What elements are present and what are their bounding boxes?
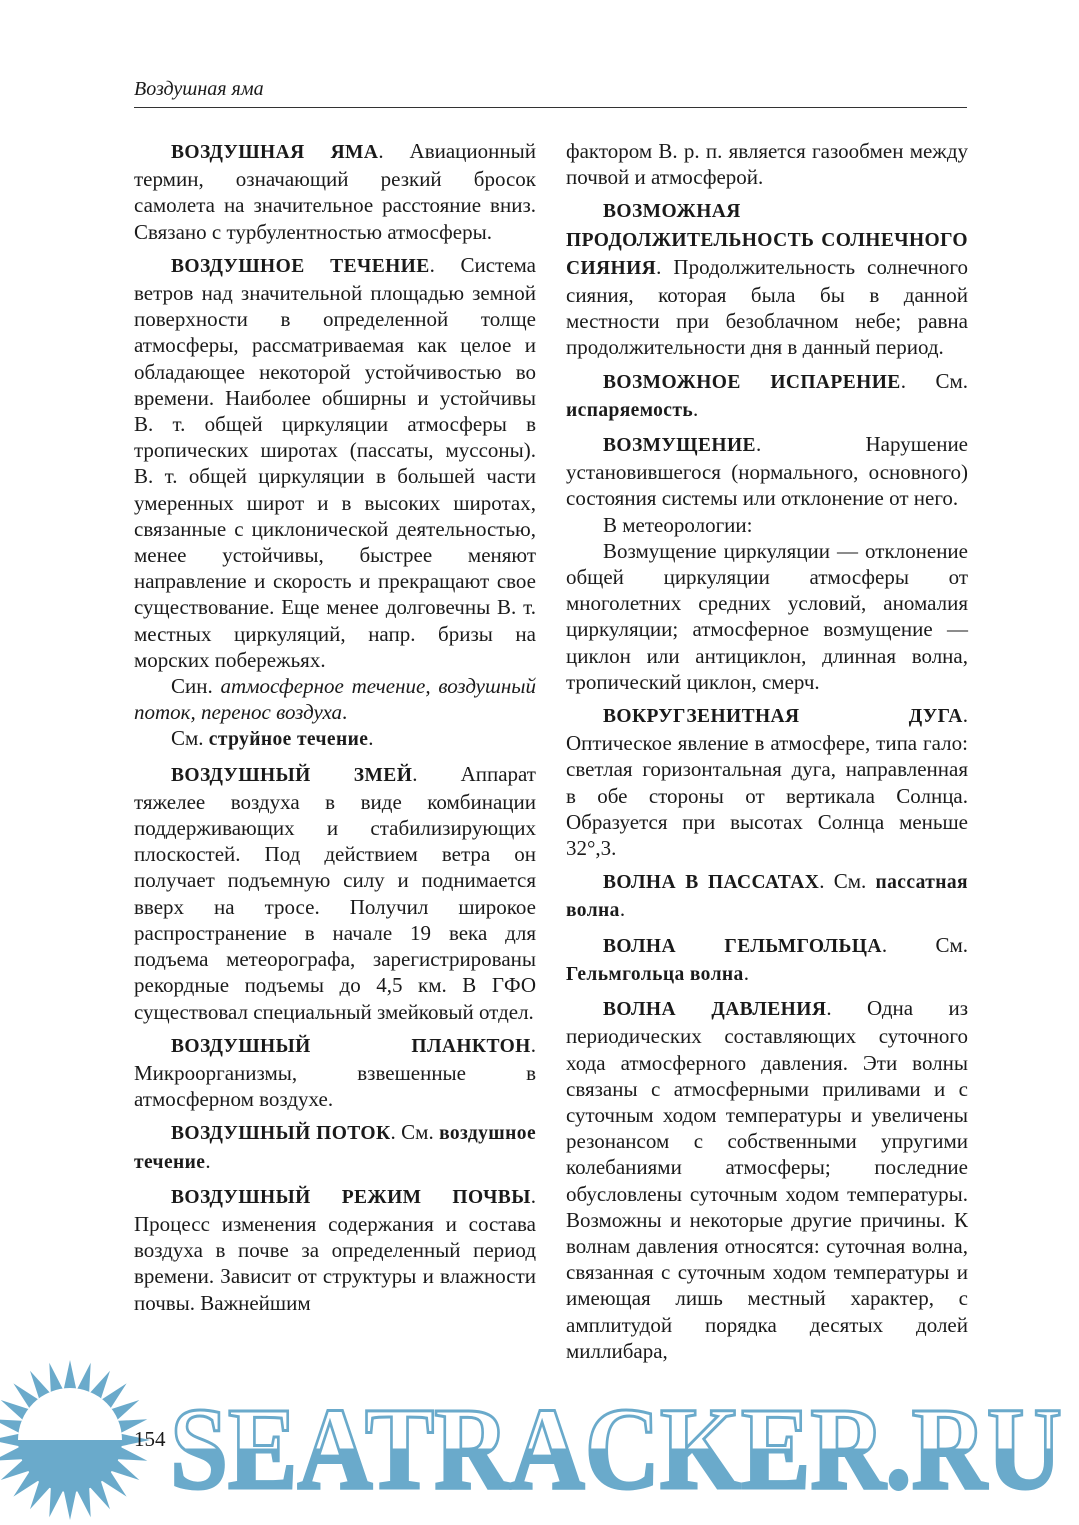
term-bold: ВОЗМОЖНАЯ ПРОДОЛЖИТЕЛЬНОСТЬ СОЛНЕЧНОГО СИЯНИЯ xyxy=(566,201,968,279)
term-bold: ВОЗДУШНЫЙ РЕЖИМ ПОЧВЫ xyxy=(171,1186,531,1208)
page-number: 154 xyxy=(134,1427,166,1451)
entry-paragraph xyxy=(566,512,968,538)
entry-paragraph xyxy=(134,1032,536,1113)
term-bold: ВОЗДУШНЫЙ ПОТОК xyxy=(171,1123,391,1145)
left-column xyxy=(134,131,536,1316)
entry-text: . xyxy=(342,700,348,725)
entry-paragraph xyxy=(134,252,536,673)
entry-text: . Система ветров над значительной площадью земной поверхности в определенной толще атмосферы, рассматриваемая как целое и обладающее некоторой устойчивостью во времени. Наиболее обширны и устойчивы В. т. общей циркуляции атмосферы в тропических широтах (пассаты, муссоны). В. т. общей циркуляции в большей части умеренных широт и в высоких широтах, связанные с циклонической деятельностью, менее устойчивы, быстрее меняют направление и скорость и прекращают свое существование. Еще менее долговечны В. т. местных циркуляций, напр. бризы на морских побережьях. xyxy=(134,252,536,672)
term-bold: ВОЛНА ДАВЛЕНИЯ xyxy=(603,999,827,1021)
entry-text: . Оптическое явление в атмосфере, типа гало: светлая горизонтальная дуга, направленная в обе стороны от вертикала Солнца. Образуется при высотах Солнца меньше 32°,3. xyxy=(566,703,968,861)
entry-paragraph xyxy=(566,431,968,512)
term-bold: Гельмгольца волна xyxy=(566,963,744,985)
entry-text: . Аппарат тяжелее воздуха в виде комбинации поддерживающих и стабилизирующих плоскостей. Под действием ветра он получает подъемную силу и поднимается вверх на тросе. Получил широкое распространение в начале 19 века для подъема метеорографа, зарегистрированы рекордные подъемы до 4,5 км. В ГФО существовал специальный змейковый отдел. xyxy=(134,761,536,1024)
term-bold: пассатная волна xyxy=(566,872,968,922)
entry-text: . Продолжительность солнечного сияния, которая была бы в данной местности при безоблачном небе; равна продолжительности дня в данный период. xyxy=(566,254,968,360)
sun-icon xyxy=(0,1360,150,1520)
entry-text: . Микроорганизмы, взвешенные в атмосферном воздухе. xyxy=(134,1032,536,1112)
entry-text: Возмущение циркуляции — отклонение общей циркуляции атмосферы от многолетних средних условий, аномалия циркуляции; атмосферное возмущение — циклон или антициклон, длинная волна, тропический циклон, смерч. xyxy=(566,538,968,694)
entry-text: См. xyxy=(171,726,209,751)
entry-paragraph xyxy=(566,138,968,190)
running-title: Воздушная яма xyxy=(134,78,264,100)
header-rule xyxy=(134,107,967,108)
entry-text: . См. xyxy=(390,1120,440,1145)
entry-text: . xyxy=(693,396,699,421)
term-bold: струйное течение xyxy=(208,729,369,751)
entry-paragraph xyxy=(134,673,536,725)
entry-text: Син. xyxy=(171,674,221,699)
entry-paragraph xyxy=(134,1183,536,1316)
entry-text: . xyxy=(368,726,374,751)
entry-paragraph xyxy=(134,1119,536,1175)
entry-paragraph xyxy=(566,368,968,424)
entry-paragraph xyxy=(566,932,968,988)
entry-text: . xyxy=(619,897,626,922)
entry-paragraph xyxy=(566,702,968,861)
text-italic: атмосферное течение, воздушный поток, перенос воздуха xyxy=(134,674,536,725)
term-bold: ВОЗДУШНЫЙ ПЛАНКТОН xyxy=(171,1035,531,1057)
entry-text: . См. xyxy=(819,869,876,894)
entry-paragraph xyxy=(566,538,968,695)
term-bold: воздушное течение xyxy=(134,1123,537,1173)
term-bold: ВОКРУГЗЕНИТНАЯ ДУГА xyxy=(603,706,963,728)
entry-text: . См. xyxy=(900,368,968,393)
entry-paragraph xyxy=(566,197,968,360)
entry-text: фактором В. р. п. является газообмен между почвой и атмосферой. xyxy=(566,139,968,190)
term-bold: ВОЗДУШНЫЙ ЗМЕЙ xyxy=(171,764,413,786)
term-bold: ВОЗДУШНАЯ ЯМА xyxy=(171,142,379,163)
entry-paragraph xyxy=(566,995,968,1364)
term-bold: ВОЛНА ГЕЛЬМГОЛЬЦА xyxy=(603,935,882,957)
term-bold: испаряемость xyxy=(566,399,694,421)
entry-paragraph xyxy=(134,761,536,1025)
entry-paragraph xyxy=(134,725,536,753)
entry-text: . Одна из периодических составляющих суточного хода атмосферного давления. Эти волны связаны с атмосферными приливами и с суточным ходом температуры и увеличены резонансом с собственными упругими колебаниями атмосферы; последние обусловлены суточным ходом температуры. Возможны и некоторые другие причины. К волнам давления относятся: суточная волна, связанная с суточным ходом температуры и имеющая лишь местный характер, с амплитудой порядка десятых долей миллибара, xyxy=(566,996,968,1363)
term-bold: ВОЗМУЩЕНИЕ xyxy=(603,435,756,457)
term-bold: ВОЗДУШНОЕ ТЕЧЕНИЕ xyxy=(171,255,430,277)
entry-text: . Нарушение установившегося (нормального, основного) состояния системы или отклонение от него. xyxy=(566,432,968,511)
right-column xyxy=(566,131,968,1364)
entry-paragraph xyxy=(566,868,968,924)
entry-text: . xyxy=(743,960,749,985)
entry-text: . xyxy=(205,1148,211,1173)
term-bold: ВОЗМОЖНОЕ ИСПАРЕНИЕ xyxy=(603,371,901,393)
entry-text: В метеорологии: xyxy=(603,512,753,537)
term-bold: ВОЛНА В ПАССАТАХ xyxy=(603,872,820,894)
entry-text: . Процесс изменения содержания и состава воздуха в почве за определенный период времени. Зависит от структуры и влажности почвы. Важнейшим xyxy=(134,1183,536,1315)
watermark-text: SEATRACKER.RU xyxy=(170,1383,1062,1514)
entry-text: . См. xyxy=(881,932,969,957)
entry-text: . Авиационный термин, означающий резкий бросок самолета на значительное расстояние вниз. Связано с турбулентностью атмосферы. xyxy=(134,139,536,244)
entry-paragraph xyxy=(134,138,536,245)
